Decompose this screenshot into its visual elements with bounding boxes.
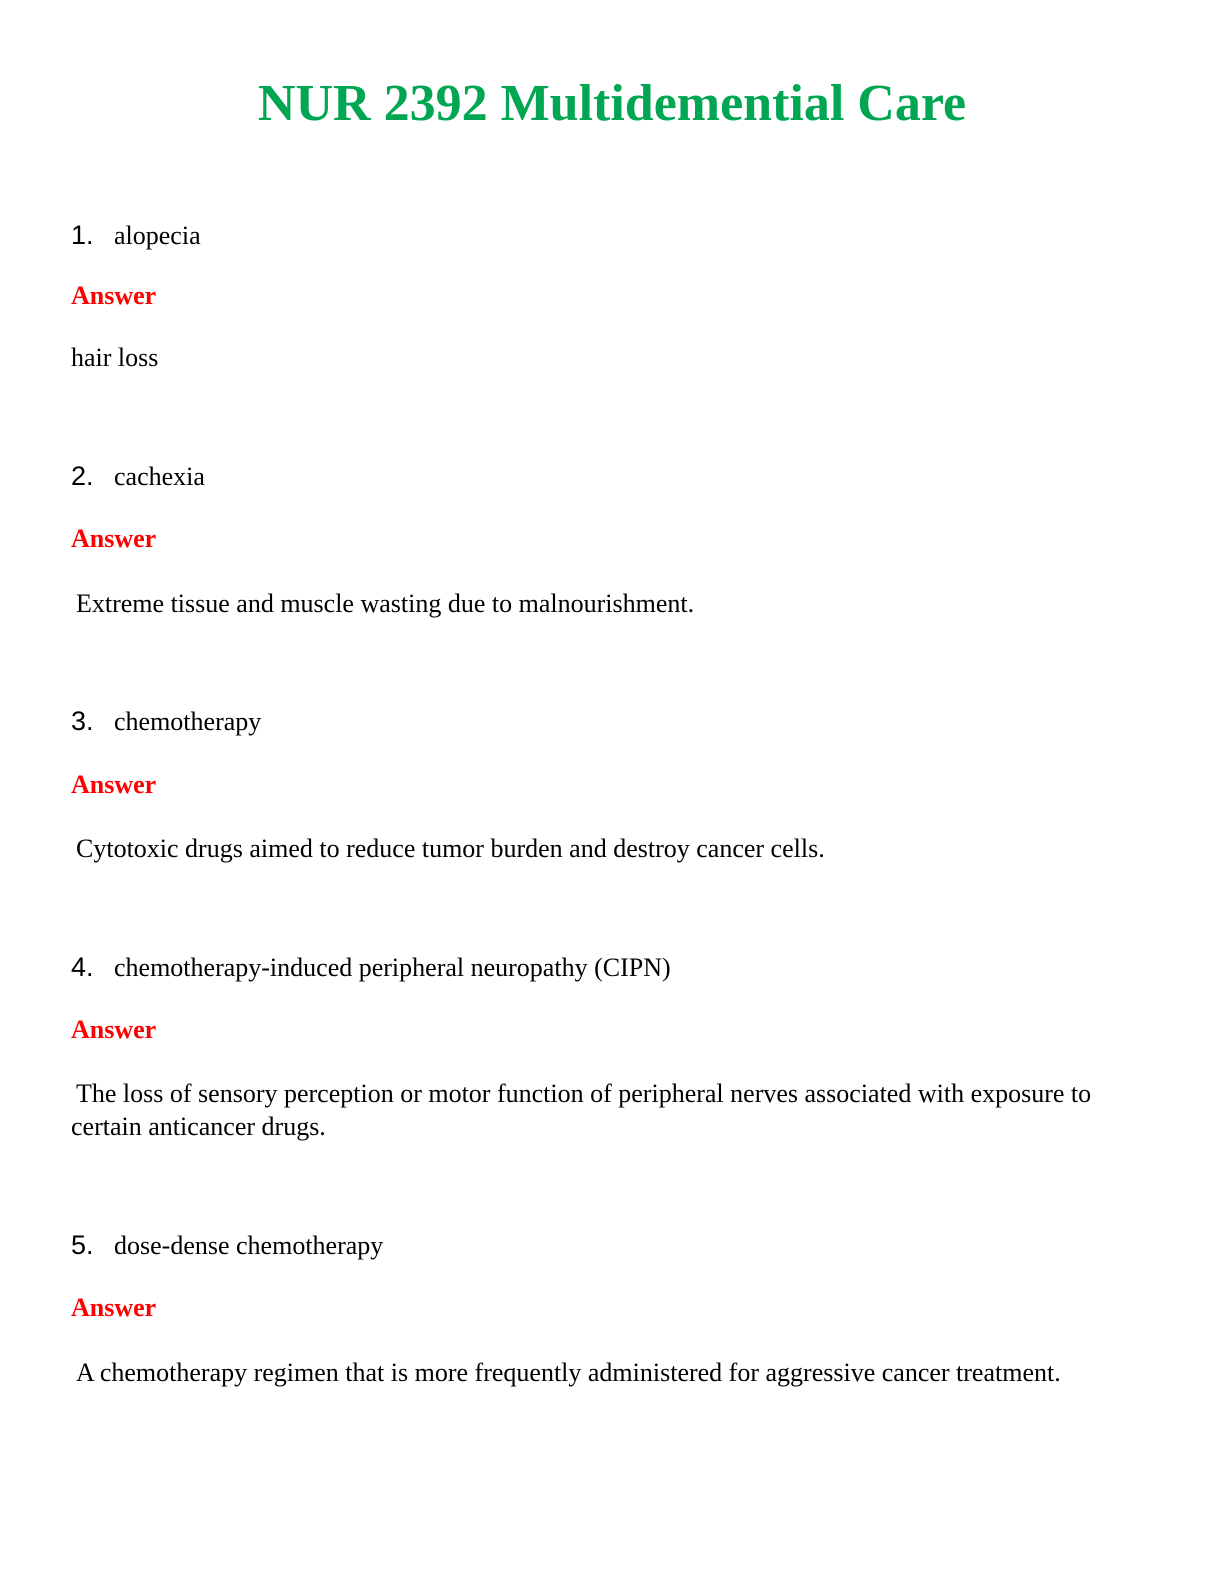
question [71,705,1151,737]
answer-text: Cytotoxic drugs aimed to reduce tumor burden and destroy cancer cells. [76,834,825,863]
question-term: chemotherapy-induced peripheral neuropathy (CIPN) [114,953,671,982]
question-term: cachexia [114,462,205,491]
qa-item-1 [71,219,1151,372]
answer-text: A chemotherapy regimen that is more frequently administered for aggressive cancer treatment. [76,1358,1061,1387]
question [71,460,1151,492]
question-number: 1. [71,220,94,250]
question [71,1229,1151,1261]
answer-label: Answer [71,1293,157,1322]
question-number: 2. [71,461,94,491]
answer-label: Answer [71,281,157,310]
qa-item-5 [71,1229,1151,1387]
question-term: dose-dense chemotherapy [114,1231,384,1260]
question [71,951,1151,983]
question-number: 5. [71,1230,94,1260]
answer-label: Answer [71,770,157,799]
question-number: 3. [71,706,94,736]
qa-item-4 [71,951,1151,1141]
qa-item-3 [71,705,1151,863]
answer-text: Extreme tissue and muscle wasting due to malnourishment. [76,589,695,618]
answer-label: Answer [71,524,157,553]
answer-text: The loss of sensory perception or motor function of peripheral nerves associated with exposure to certain anticancer drugs. [71,1079,1092,1141]
answer-label: Answer [71,1015,157,1044]
page-title: NUR 2392 Multidemential Care [257,75,967,132]
answer-text: hair loss [71,343,159,372]
question-term: chemotherapy [114,707,262,736]
qa-item-2 [71,460,1151,618]
question-number: 4. [71,952,94,982]
question-term: alopecia [114,221,201,250]
question [71,219,1151,251]
